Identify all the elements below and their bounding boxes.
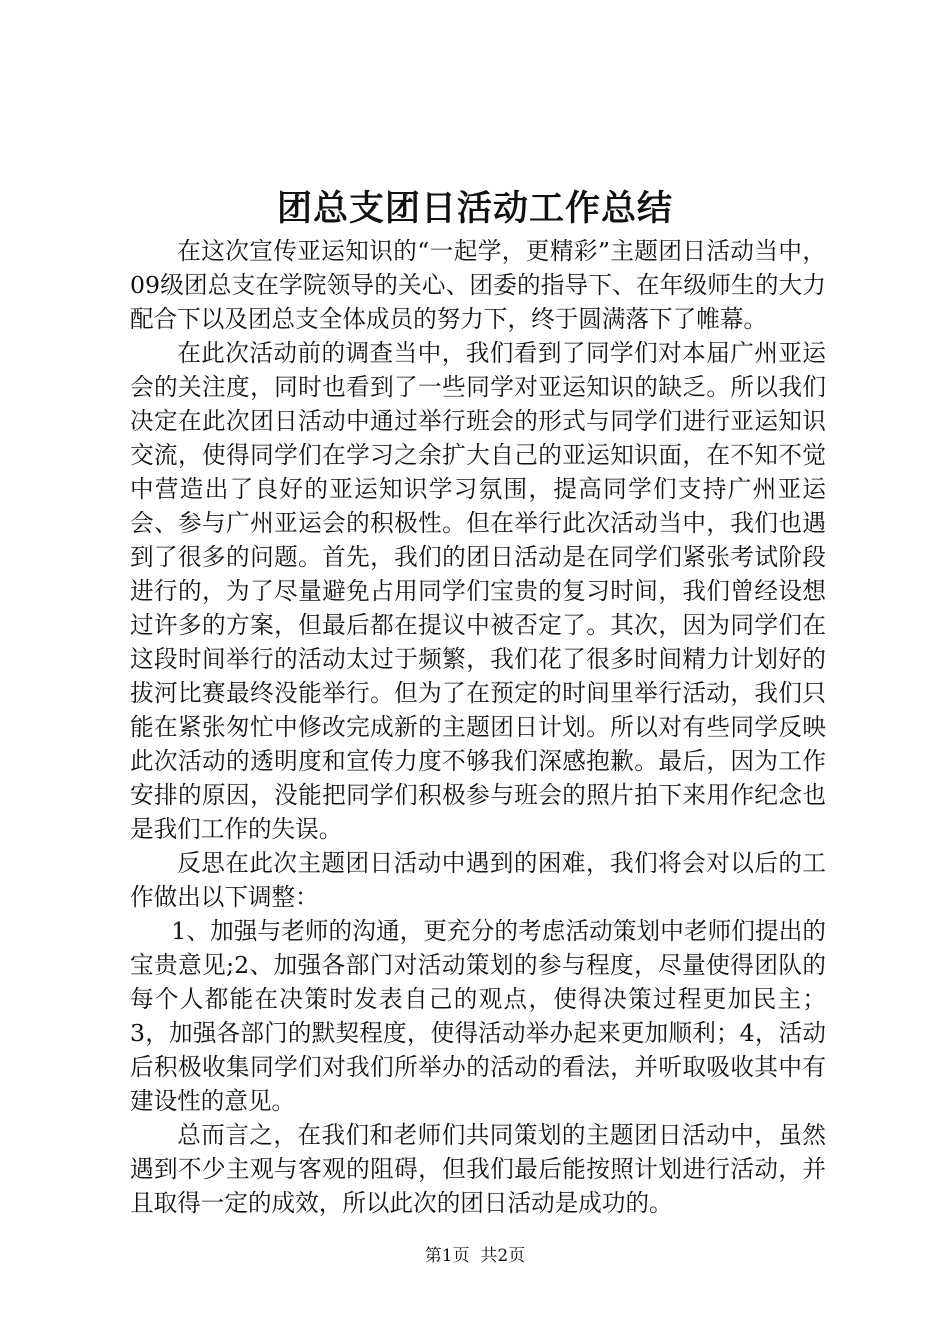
page-number: 第1页 [424,1246,470,1266]
document-title: 团总支团日活动工作总结 [276,189,673,229]
paragraph-adjustments: 1、加强与老师的沟通，更充分的考虑活动策划中老师们提出的宝贵意见;2、加强各部门对活动策划的参与程度，尽量使得团队的每个人都能在决策时发表自己的观点，使得决策过程更加民主；3，加强各部门的默契程度，使得活动举办起来更加顺利；4，活动后积极收集同学们对我们所举办的活动的看法，并听取吸收其中有建设性的意见。 [130,917,826,1115]
page-total: 共2页 [480,1246,526,1266]
paragraph-survey: 在此次活动前的调查当中，我们看到了同学们对本届广州亚运会的关注度，同时也看到了一些同学对亚运知识的缺乏。所以我们决定在此次团日活动中通过举行班会的形式与同学们进行亚运知识交流，使得同学们在学习之余扩大自己的亚运知识面，在不知不觉中营造出了良好的亚运知识学习氛围，提高同学们支持广州亚运会、参与广州亚运会的积极性。但在举行此次活动当中，我们也遇到了很多的问题。首先，我们的团日活动是在同学们紧张考试阶段进行的，为了尽量避免占用同学们宝贵的复习时间，我们曾经设想过许多的方案，但最后都在提议中被否定了。其次，因为同学们在这段时间举行的活动太过于频繁，我们花了很多时间精力计划好的拔河比赛最终没能举行。但为了在预定的时间里举行活动，我们只能在紧张匆忙中修改完成新的主题团日计划。所以对有些同学反映此次活动的透明度和宣传力度不够我们深感抱歉。最后，因为工作安排的原因，没能把同学们积极参与班会的照片拍下来用作纪念也是我们工作的失误。 [130,339,826,843]
paragraph-reflection: 反思在此次主题团日活动中遇到的困难，我们将会对以后的工作做出以下调整： [130,849,826,911]
page-footer [0,1245,950,1267]
document-body [130,234,826,1220]
paragraph-intro: 在这次宣传亚运知识的“一起学，更精彩”主题团日活动当中，09级团总支在学院领导的关心、团委的指导下、在年级师生的大力配合下以及团总支全体成员的努力下，终于圆满落下了帷幕。 [130,237,826,333]
paragraph-conclusion: 总而言之，在我们和老师们共同策划的主题团日活动中，虽然遇到不少主观与客观的阻碍，但我们最后能按照计划进行活动，并且取得一定的成效，所以此次的团日活动是成功的。 [130,1121,826,1217]
